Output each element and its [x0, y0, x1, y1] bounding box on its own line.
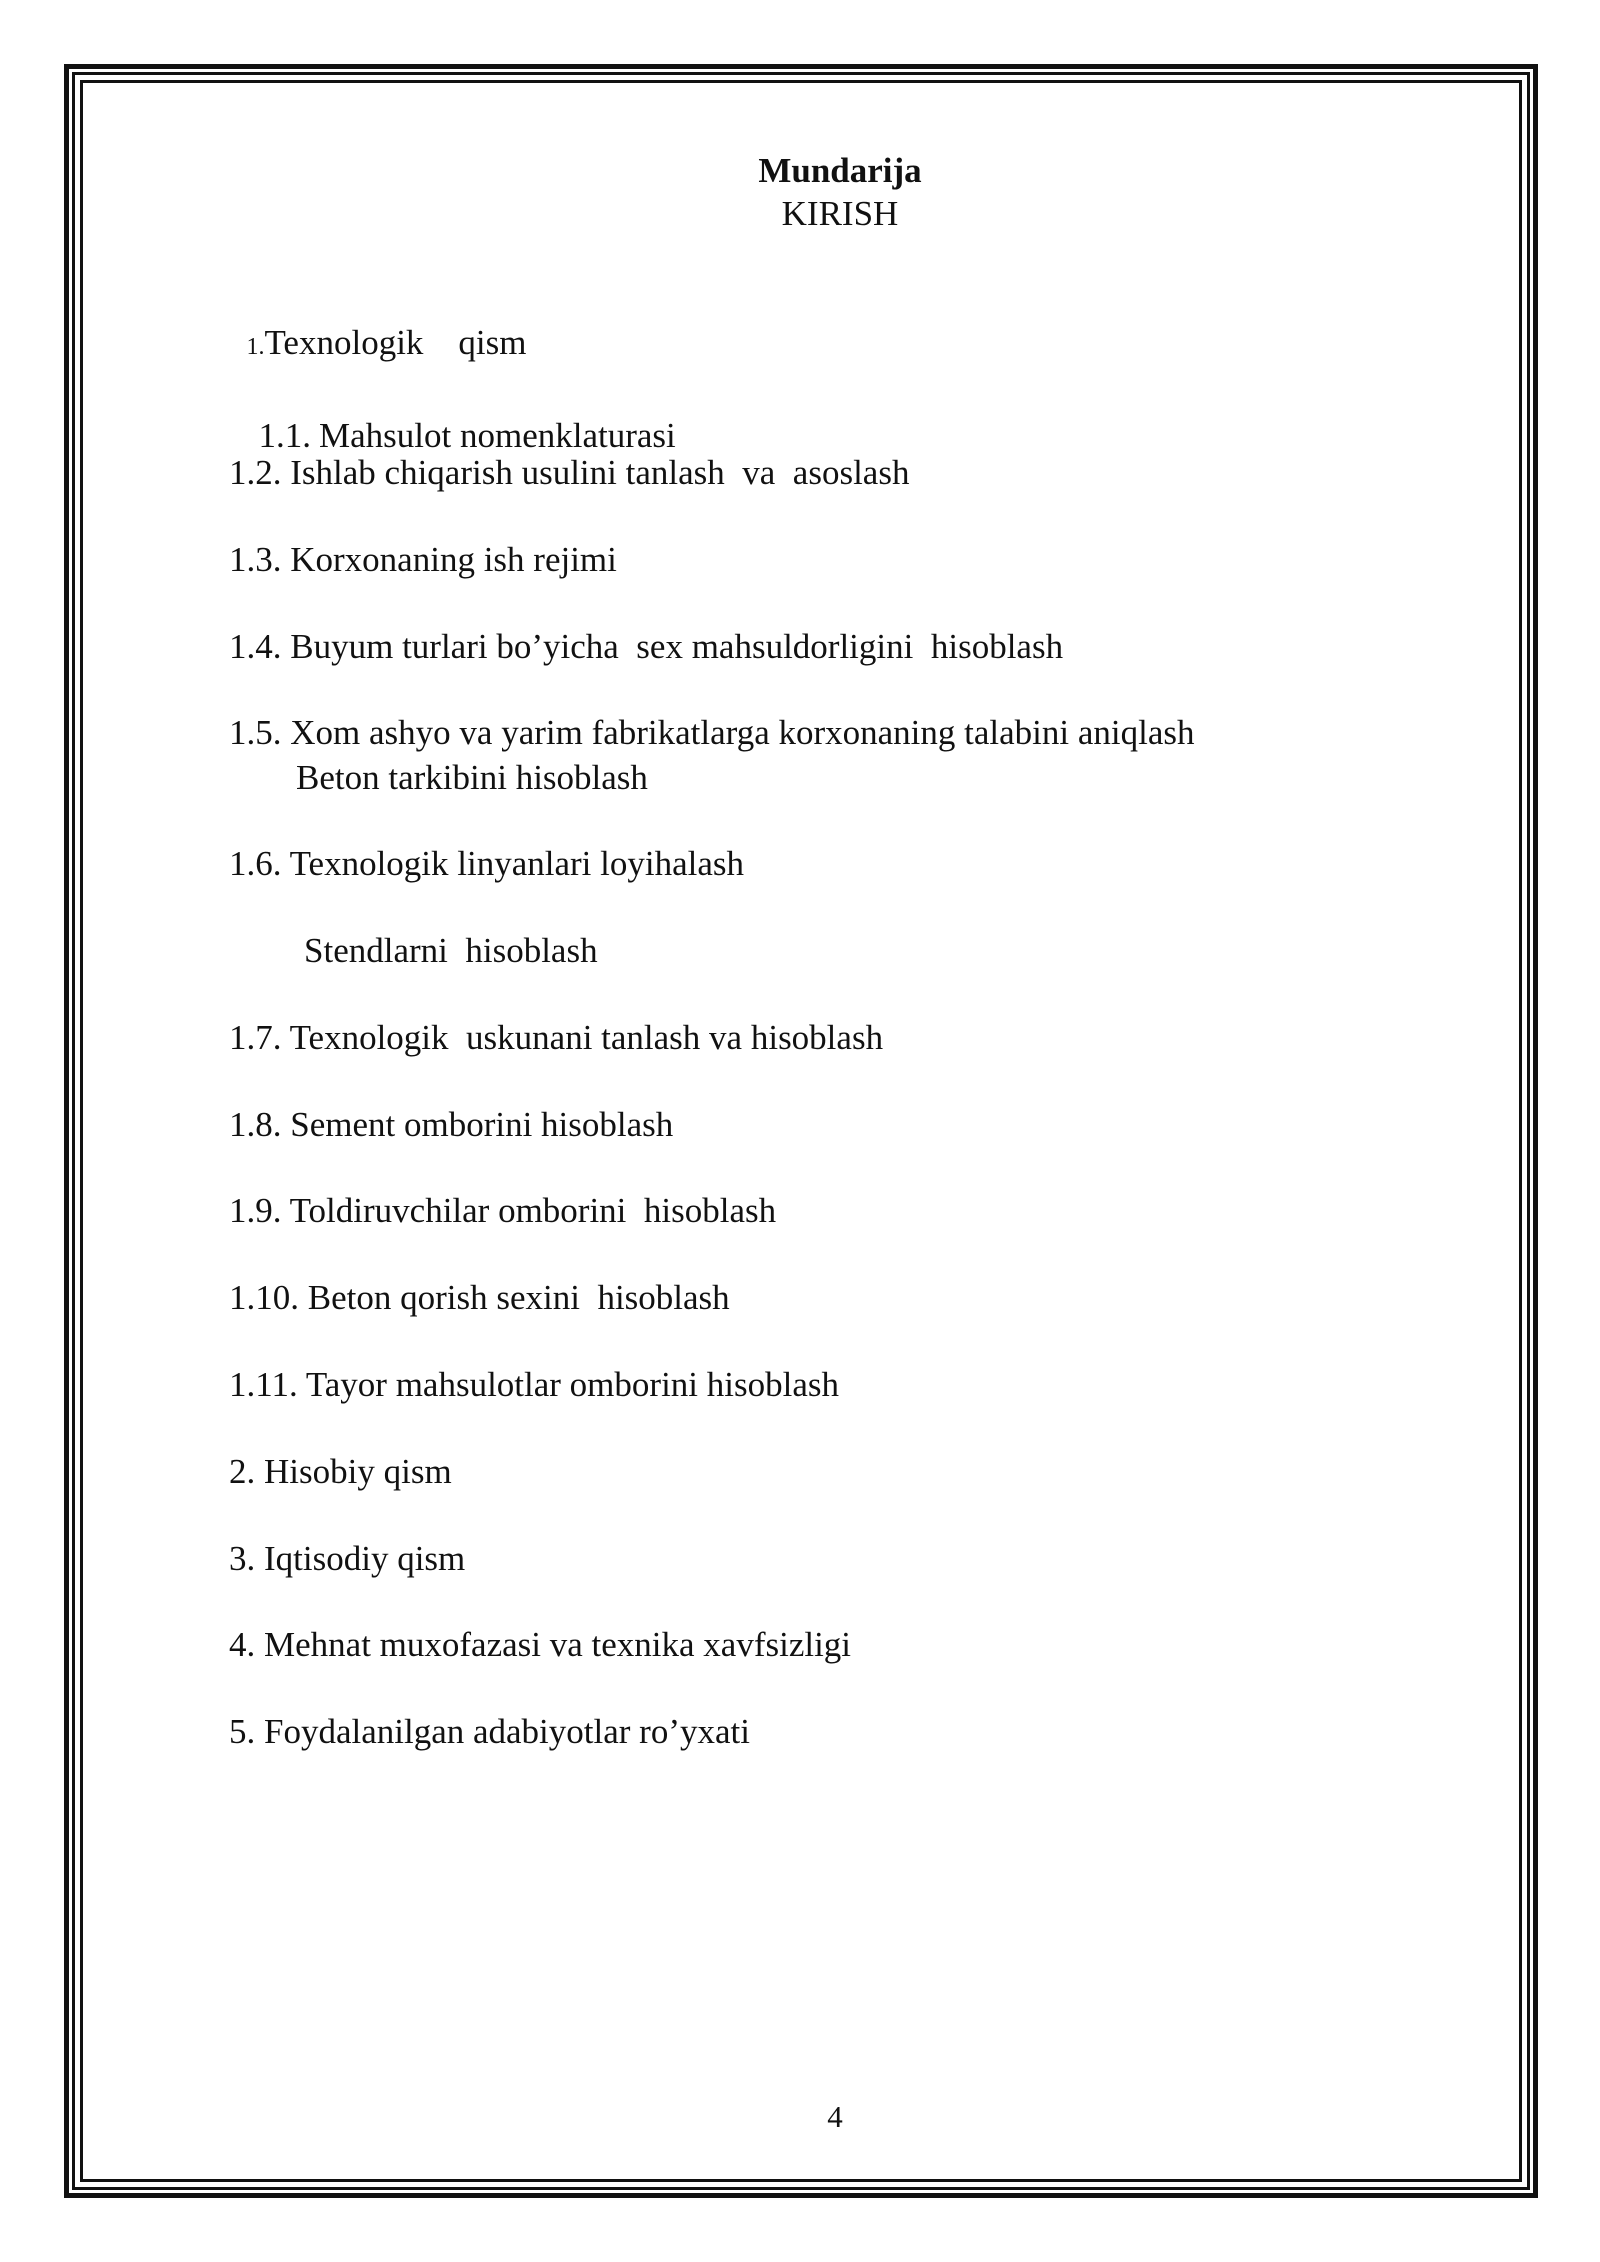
section-heading-kirish: KIRISH — [781, 194, 899, 233]
toc-item-1-6: 1.6. Texnologik linyanlari loyihalash — [229, 844, 745, 883]
toc-item-number: 1. — [246, 334, 265, 360]
page-title: Mundarija — [758, 151, 922, 190]
toc-item-1-8: 1.8. Sement omborini hisoblash — [229, 1105, 674, 1144]
toc-item-number: 1.1. — [258, 416, 311, 455]
toc-subitem-stendlar: Stendlarni hisoblash — [304, 931, 598, 970]
toc-item-1-1 — [241, 373, 676, 457]
toc-item-label: Mahsulot nomenklaturasi — [319, 416, 676, 455]
toc-item-1-2: 1.2. Ishlab chiqarish usulini tanlash va asoslash — [229, 453, 910, 492]
toc-item-1-3: 1.3. Korxonaning ish rejimi — [229, 540, 617, 579]
toc-item-1-7: 1.7. Texnologik uskunani tanlash va hisoblash — [229, 1018, 884, 1057]
page-number: 4 — [827, 2099, 843, 2134]
toc-item-1 — [229, 280, 527, 368]
toc-item-1-10: 1.10. Beton qorish sexini hisoblash — [229, 1278, 730, 1317]
toc-subitem-beton-tarkibi: Beton tarkibini hisoblash — [296, 758, 648, 797]
toc-item-5: 5. Foydalanilgan adabiyotlar ro’yxati — [229, 1712, 750, 1751]
toc-item-1-9: 1.9. Toldiruvchilar omborini hisoblash — [229, 1191, 777, 1230]
toc-item-label: Texnologik qism — [264, 323, 527, 362]
toc-item-1-4: 1.4. Buyum turlari bo’yicha sex mahsuldorligini hisoblash — [229, 627, 1064, 666]
toc-item-2: 2. Hisobiy qism — [229, 1452, 452, 1491]
toc-item-3: 3. Iqtisodiy qism — [229, 1539, 466, 1578]
toc-item-1-11: 1.11. Tayor mahsulotlar omborini hisoblash — [229, 1365, 839, 1404]
toc-item-4: 4. Mehnat muxofazasi va texnika xavfsizligi — [229, 1625, 852, 1664]
toc-item-1-5: 1.5. Xom ashyo va yarim fabrikatlarga korxonaning talabini aniqlash — [229, 713, 1195, 752]
